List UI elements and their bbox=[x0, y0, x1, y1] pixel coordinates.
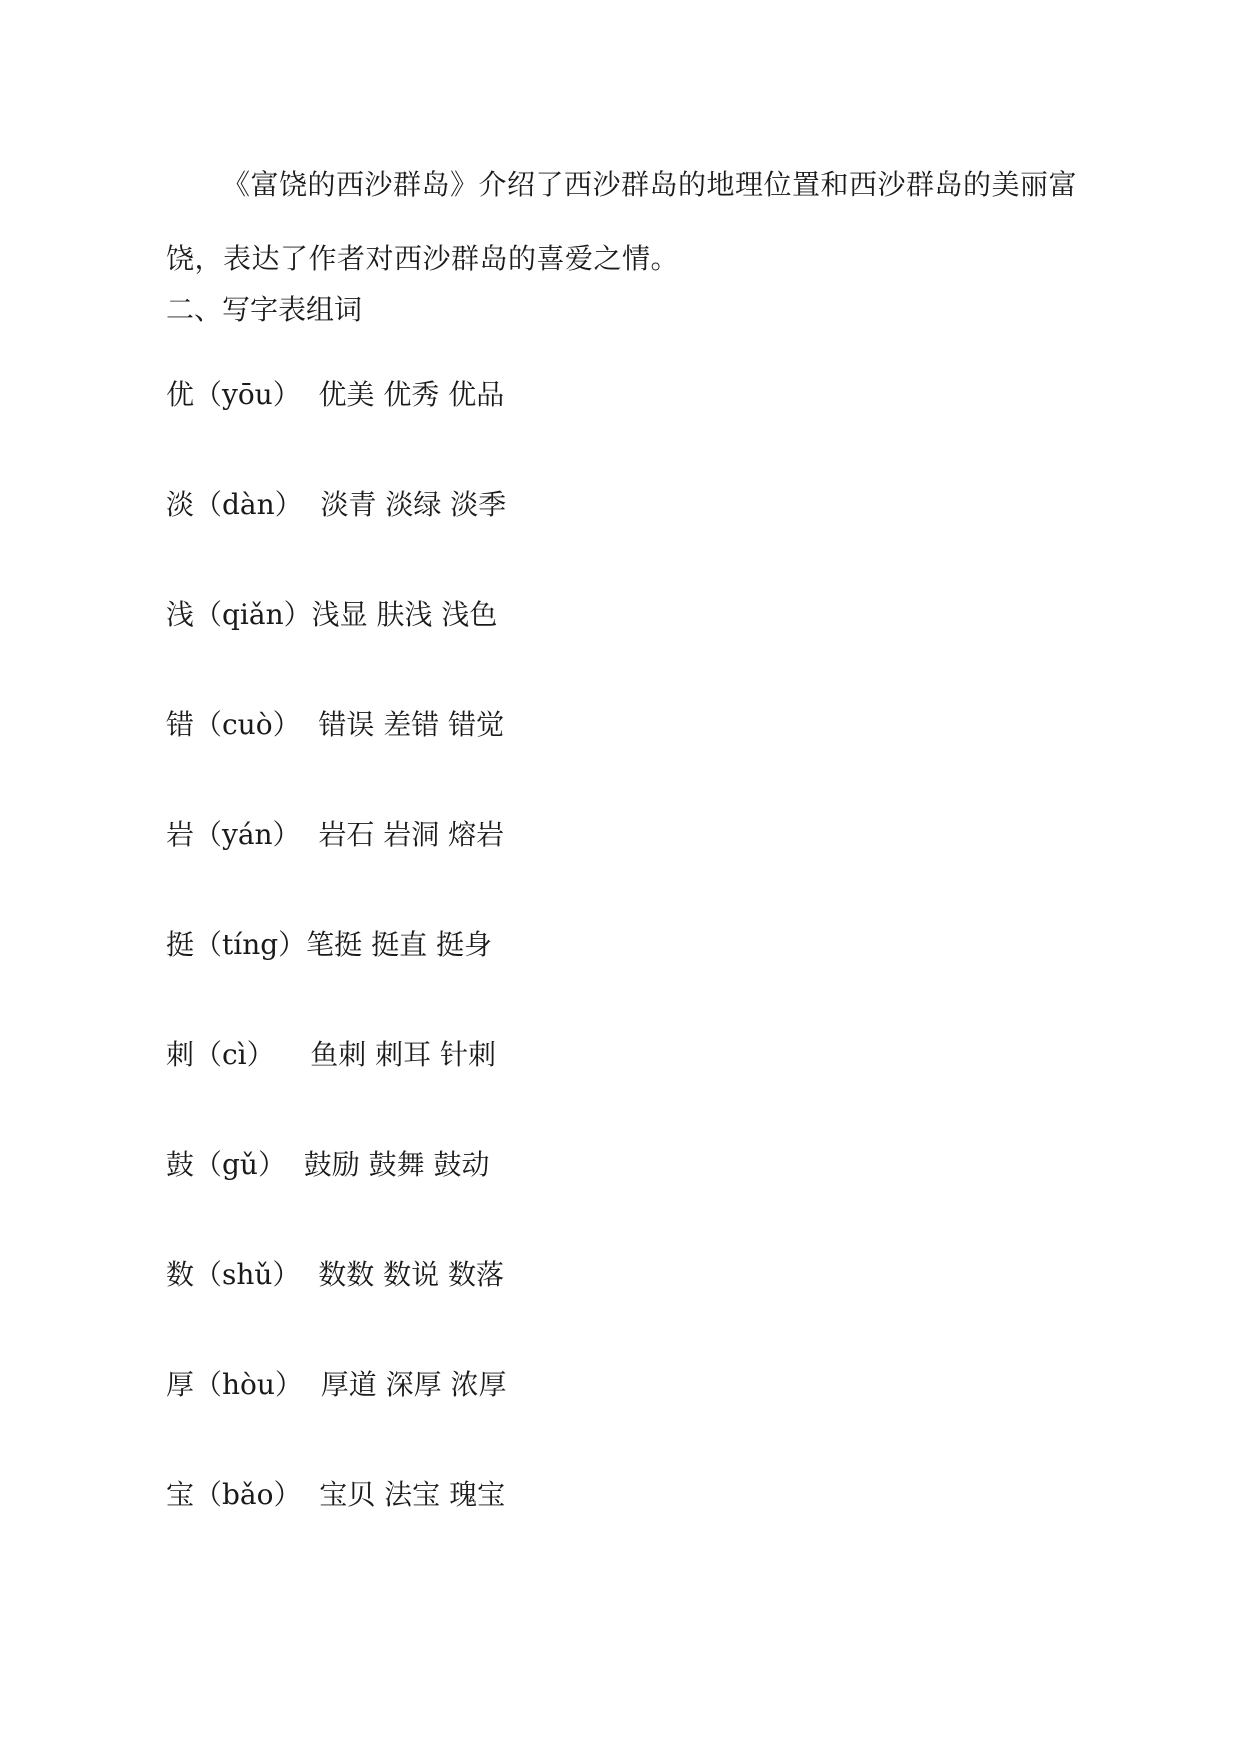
vocab-list bbox=[166, 375, 507, 1585]
vocab-row: 数（shǔ） 数数 数说 数落 bbox=[166, 1258, 505, 1291]
vocab-row: 浅（qiǎn）浅显 肤浅 浅色 bbox=[166, 598, 498, 631]
vocab-row: 鼓（gǔ） 鼓励 鼓舞 鼓动 bbox=[166, 1148, 490, 1181]
vocab-row: 刺（cì） 鱼刺 刺耳 针刺 bbox=[166, 1038, 497, 1071]
vocab-row: 挺（tíng）笔挺 挺直 挺身 bbox=[166, 928, 492, 961]
vocab-row: 厚（hòu） 厚道 深厚 浓厚 bbox=[166, 1368, 507, 1401]
summary-paragraph: 《富饶的西沙群岛》介绍了西沙群岛的地理位置和西沙群岛的美丽富饶，表达了作者对西沙群岛的喜爱之情。 bbox=[166, 168, 1078, 275]
vocab-row: 优（yōu） 优美 优秀 优品 bbox=[166, 378, 505, 411]
vocab-row: 宝（bǎo） 宝贝 法宝 瑰宝 bbox=[166, 1478, 506, 1511]
vocab-row: 错（cuò） 错误 差错 错觉 bbox=[166, 708, 505, 741]
vocab-row: 岩（yán） 岩石 岩洞 熔岩 bbox=[166, 818, 505, 851]
vocab-row: 淡（dàn） 淡青 淡绿 淡季 bbox=[166, 488, 507, 521]
section-heading: 二、写字表组词 bbox=[166, 293, 363, 326]
